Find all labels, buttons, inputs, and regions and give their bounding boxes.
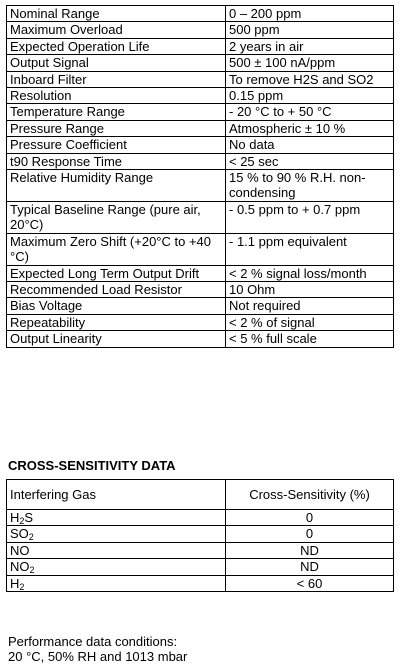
spec-label: Expected Operation Life — [7, 38, 226, 54]
spec-label: Maximum Overload — [7, 22, 226, 38]
table-row — [7, 281, 394, 297]
table-row — [7, 314, 394, 330]
table-row — [7, 233, 394, 265]
table-row — [7, 298, 394, 314]
spec-value: Atmospheric ± 10 % — [226, 120, 394, 136]
table-row — [7, 22, 394, 38]
table-row — [7, 55, 394, 71]
spec-value: To remove H2S and SO2 — [226, 71, 394, 87]
spec-label: Pressure Range — [7, 120, 226, 136]
table-row — [7, 170, 394, 202]
spec-value: No data — [226, 137, 394, 153]
gas-suffix: S — [24, 510, 34, 525]
gas-name — [7, 559, 226, 575]
notes-line-1: Performance data conditions: — [8, 634, 178, 649]
table-row — [7, 559, 394, 575]
table-row — [7, 71, 394, 87]
spec-label: Maximum Zero Shift (+20°C to +40 °C) — [7, 233, 226, 265]
spec-value: 500 ppm — [226, 22, 394, 38]
table-row — [7, 120, 394, 136]
gas-formula: H — [10, 575, 20, 591]
table-row — [7, 38, 394, 54]
spec-value: < 25 sec — [226, 153, 394, 169]
spec-value: 0.15 ppm — [226, 88, 394, 104]
cross-sensitivity-value: 0 — [226, 526, 394, 542]
gas-formula: NO — [10, 559, 30, 575]
spec-value: Not required — [226, 298, 394, 314]
spec-value: 0 – 200 ppm — [226, 6, 394, 22]
cross-sensitivity-title: CROSS-SENSITIVITY DATA — [8, 458, 176, 473]
spec-label: Recommended Load Resistor — [7, 281, 226, 297]
gas-subscript: 2 — [19, 516, 25, 526]
spec-label: Resolution — [7, 88, 226, 104]
specifications-table — [6, 5, 394, 348]
cross-sensitivity-value: 0 — [226, 510, 394, 526]
table-row — [7, 331, 394, 347]
spec-value: 15 % to 90 % R.H. non-condensing — [226, 170, 394, 202]
gas-formula: NO — [10, 542, 30, 558]
table-row — [7, 6, 394, 22]
cross-sensitivity-value: ND — [226, 542, 394, 558]
spec-label: Pressure Coefficient — [7, 137, 226, 153]
spec-value: 10 Ohm — [226, 281, 394, 297]
spec-label: Output Signal — [7, 55, 226, 71]
table-row — [7, 201, 394, 233]
spec-label: t90 Response Time — [7, 153, 226, 169]
performance-notes — [8, 634, 187, 665]
table-row — [7, 265, 394, 281]
table-row — [7, 575, 394, 591]
gas-subscript: 2 — [29, 565, 35, 576]
gas-name — [7, 575, 226, 591]
table-row — [7, 526, 394, 542]
cross-sensitivity-value: < 60 — [226, 575, 394, 591]
spec-label: Temperature Range — [7, 104, 226, 120]
spec-label: Output Linearity — [7, 331, 226, 347]
spec-value: - 0.5 ppm to + 0.7 ppm — [226, 201, 394, 233]
spec-label: Relative Humidity Range — [7, 170, 226, 202]
table-row — [7, 153, 394, 169]
gas-subscript: 2 — [19, 581, 25, 592]
table-row — [7, 137, 394, 153]
spec-value: - 1.1 ppm equivalent — [226, 233, 394, 265]
gas-name — [7, 510, 226, 526]
spec-value: - 20 °C to + 50 °C — [226, 104, 394, 120]
table-row — [7, 104, 394, 120]
spec-value: < 2 % of signal — [226, 314, 394, 330]
gas-name — [7, 542, 226, 558]
gas-formula: H — [10, 510, 20, 525]
table-header-row — [7, 480, 394, 510]
table-row — [7, 510, 394, 526]
gas-subscript: 2 — [28, 532, 34, 543]
table-row — [7, 88, 394, 104]
spec-value: 500 ± 100 nA/ppm — [226, 55, 394, 71]
notes-line-2: 20 °C, 50% RH and 1013 mbar — [8, 649, 188, 665]
spec-label: Repeatability — [7, 314, 226, 330]
spec-value: < 2 % signal loss/month — [226, 265, 394, 281]
cross-sensitivity-table — [6, 479, 394, 592]
header-interfering-gas: Interfering Gas — [7, 480, 226, 510]
cross-sensitivity-value: ND — [226, 559, 394, 575]
spec-label: Inboard Filter — [7, 71, 226, 87]
spec-value: < 5 % full scale — [226, 331, 394, 347]
spec-label: Bias Voltage — [7, 298, 226, 314]
spec-label: Expected Long Term Output Drift — [7, 265, 226, 281]
gas-formula: SO — [10, 526, 29, 542]
header-cross-sensitivity: Cross-Sensitivity (%) — [226, 480, 394, 510]
table-row — [7, 542, 394, 558]
spec-label: Nominal Range — [7, 6, 226, 22]
gas-name — [7, 526, 226, 542]
spec-value: 2 years in air — [226, 38, 394, 54]
spec-label: Typical Baseline Range (pure air, 20°C) — [7, 201, 226, 233]
